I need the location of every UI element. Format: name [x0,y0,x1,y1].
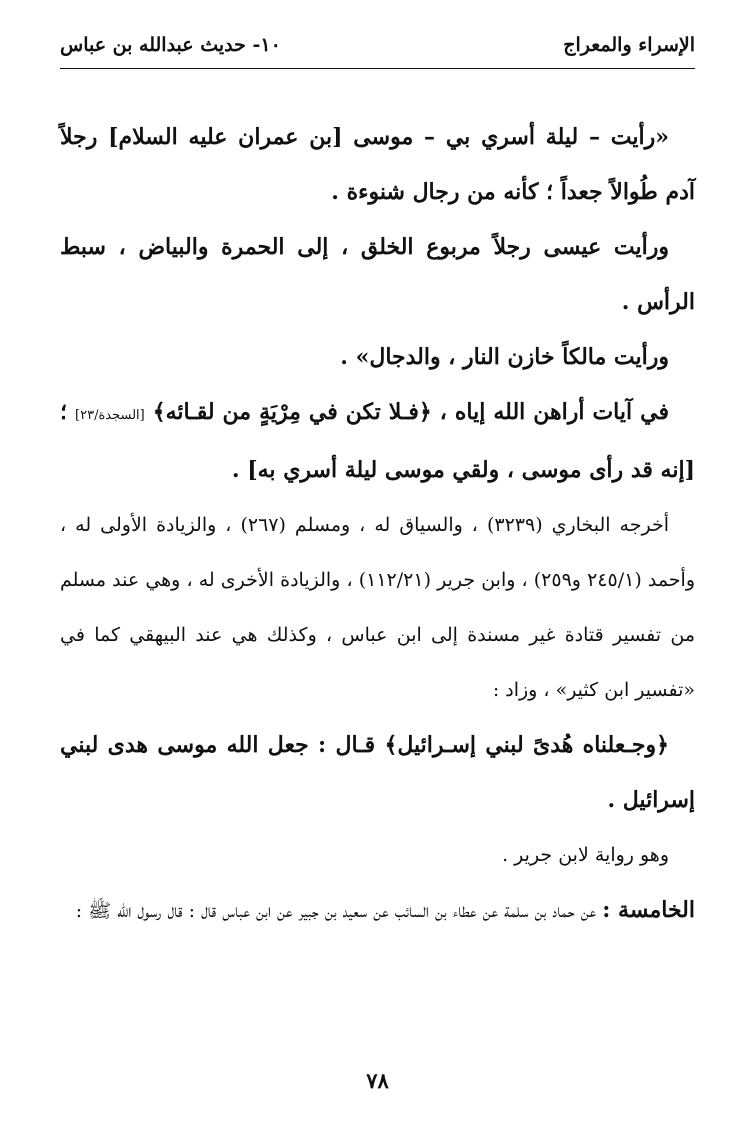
verse-paragraph: ﴿وجـعلناه هُدىً لبني إسـرائيل﴾ قـال : جعل الله موسى هدى لبني إسرائيل . [60,732,695,813]
running-header [60,26,695,64]
page-body [60,110,695,939]
ayat-paragraph [60,385,695,498]
hadith-quote-paragraph: «رأيت – ليلة أسري بي – موسى [بن عمران عليه السلام] رجلاً آدم طُوالاً جعداً ؛ كأنه من رجال شنوءة . [60,124,695,205]
takhrij-paragraph: أخرجه البخاري (٣٢٣٩) ، والسياق له ، ومسلم (٢٦٧) ، والزيادة الأولى له ، وأحمد (٢٤٥/١ و٢٥٩) ، وابن جرير (١١٢/٢١) ، والزيادة الأخرى له ، وهي عند مسلم من تفسير قتادة غير مسندة إلى ابن عباس ، وكذلك هي عند البيهقي كما في «تفسير ابن كثير» ، وزاد : [60,514,696,701]
page-number: ٧٨ [366,1068,389,1093]
khamisa-text: عن حماد بن سلمة عن عطاء بن السائب عن سعيد بن جبير عن ابن عباس قال : قال رسول الله ﷺ : [75,900,597,922]
riwaya-paragraph: وهو رواية لابن جرير . [502,844,669,866]
header-divider [60,68,695,69]
khamisa-paragraph [60,883,695,939]
ayat-citation: [السجدة/٢٣] [75,408,145,423]
book-title: الإسراء والمعراج [563,34,695,56]
ayat-prefix: في آيات أراهن الله إياه ، ﴿فـلا تكن في مِرْيَةٍ من لقـائه﴾ [152,399,669,425]
isa-paragraph: ورأيت عيسى رجلاً مربوع الخلق ، إلى الحمرة والبياض ، سبط الرأس . [60,234,695,315]
ayat-suffix: ؛ [إنه قد رأى موسى ، ولقي موسى ليلة أسري به] . [60,399,695,483]
section-title: ١٠- حديث عبدالله بن عباس [60,34,281,56]
malik-paragraph: ورأيت مالكاً خازن النار ، والدجال» . [340,344,669,370]
khamisa-label: الخامسة : [602,897,695,923]
